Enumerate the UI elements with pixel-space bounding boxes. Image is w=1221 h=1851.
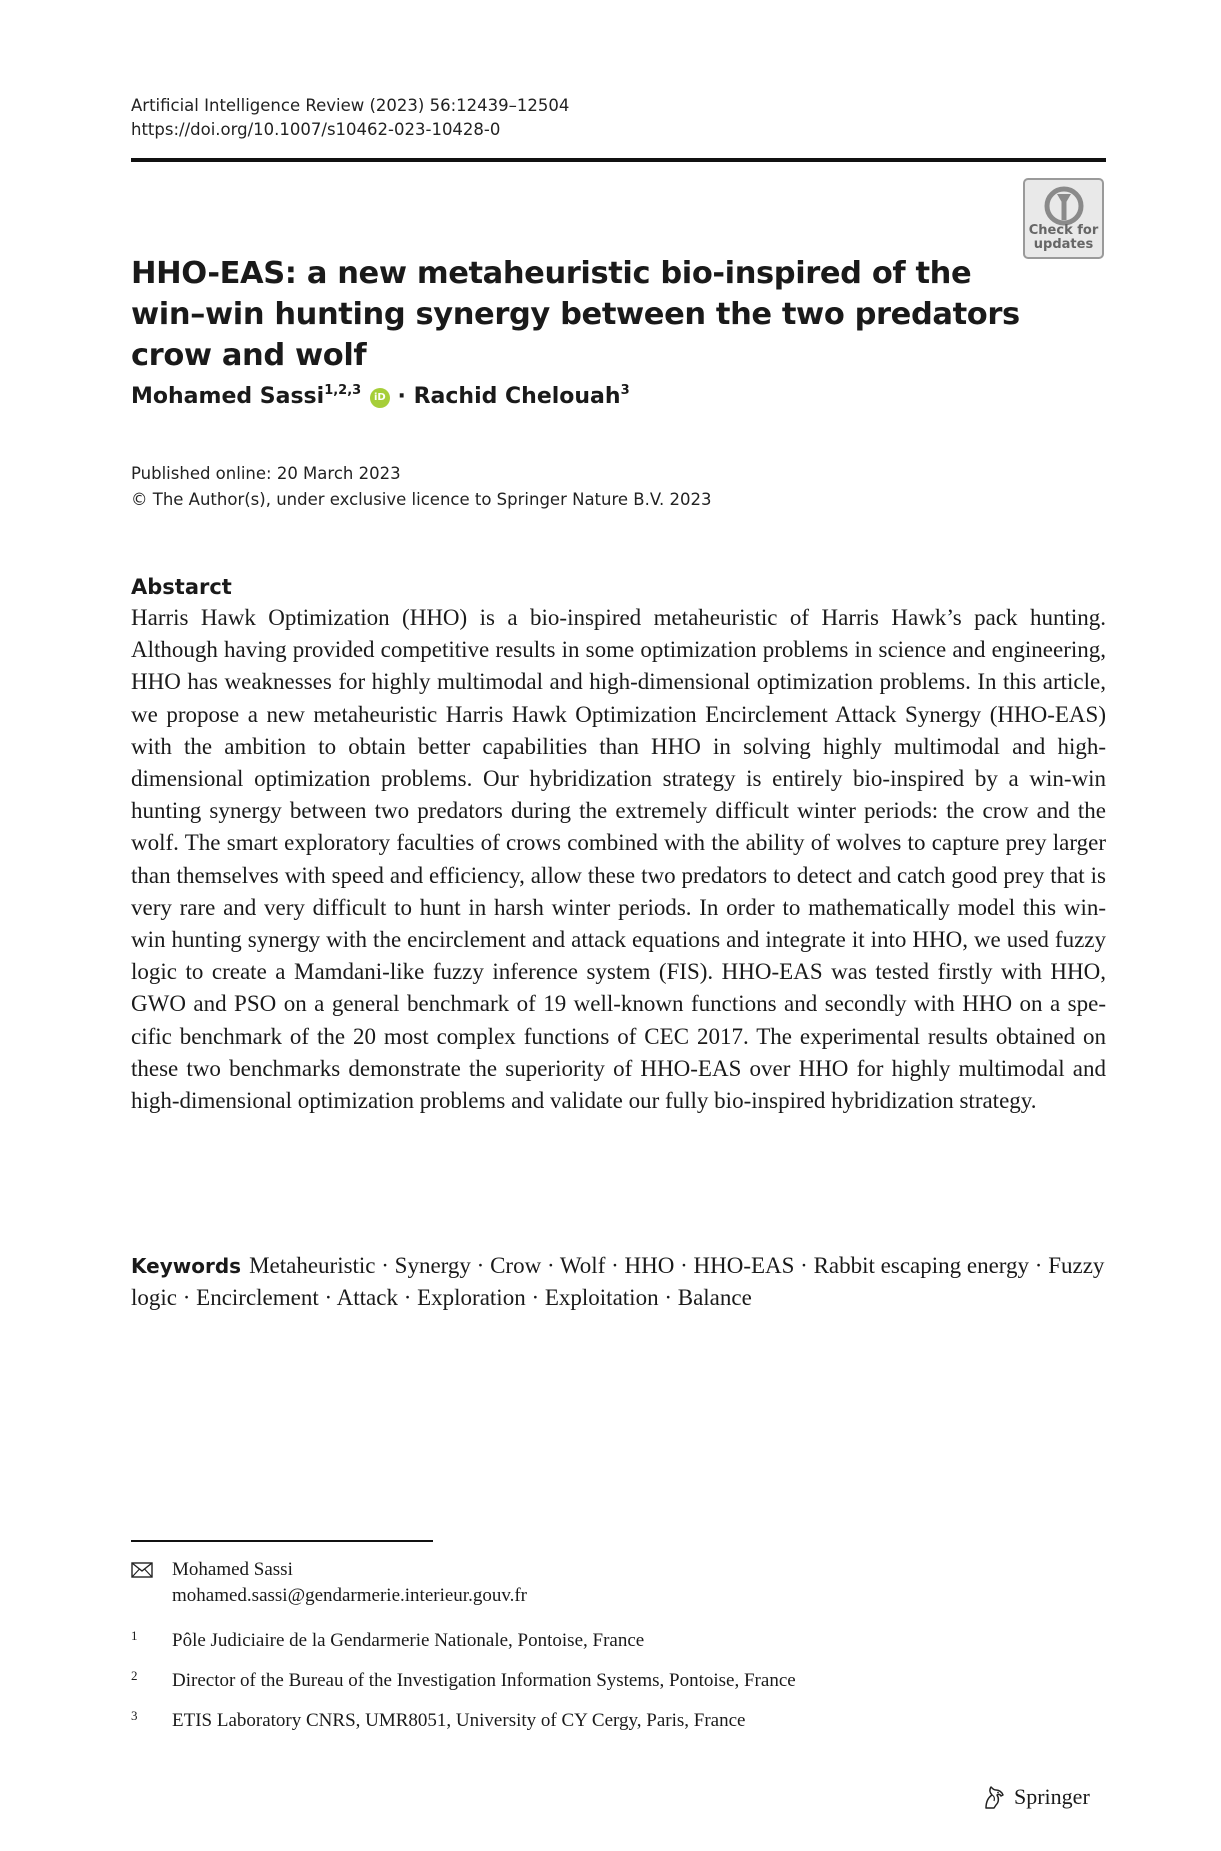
affiliation-number: 1	[131, 1628, 138, 1643]
abstract-heading: Abstarct	[131, 575, 232, 599]
orcid-icon[interactable]: iD	[370, 388, 390, 408]
journal-header	[131, 94, 569, 142]
copyright-notice: © The Author(s), under exclusive licence to Springer Nature B.V. 2023	[131, 490, 712, 509]
affiliation-number: 2	[131, 1668, 138, 1683]
check-for-updates-icon	[1044, 186, 1084, 226]
corresponding-email[interactable]: mohamed.sassi@gendarmerie.interieur.gouv.fr	[172, 1585, 527, 1606]
author-separator: ·	[397, 384, 406, 409]
affiliation-text: ETIS Laboratory CNRS, UMR8051, University of CY Cergy, Paris, France	[172, 1710, 746, 1731]
envelope-icon	[131, 1562, 153, 1578]
author-name[interactable]: Mohamed Sassi	[131, 384, 325, 409]
doi-link[interactable]: https://doi.org/10.1007/s10462-023-10428-0	[131, 120, 501, 139]
footnote-rule	[131, 1540, 433, 1542]
affiliation-text: Director of the Bureau of the Investigation Information Systems, Pontoise, France	[172, 1670, 796, 1691]
springer-horse-icon	[980, 1783, 1008, 1811]
author-list	[131, 382, 630, 412]
affiliation-text: Pôle Judiciaire de la Gendarmerie Nationale, Pontoise, France	[172, 1630, 645, 1651]
published-date: Published online: 20 March 2023	[131, 464, 401, 483]
affiliation-number: 3	[131, 1708, 138, 1723]
publisher-name: Springer	[1014, 1784, 1090, 1809]
author-name[interactable]: Rachid Chelouah	[413, 384, 621, 409]
author-affiliation-refs: 1,2,3	[324, 383, 362, 398]
badge-line-1: Check for	[1028, 223, 1099, 238]
header-rule	[131, 158, 1106, 162]
badge-line-2: updates	[1033, 237, 1094, 252]
abstract-text: Harris Hawk Optimization (HHO) is a bio-inspired metaheuristic of Harris Hawk’s pack hunting. Although having provided competitive results in some optimization problems in science and engineering, HHO has weaknesses for highly multimodal and high-dimensional optimization problems. In this article, we propose a new metaheuristic Harris Hawk Optimization Encirclement Attack Synergy (HHO-EAS) with the ambition to obtain better capabilities than HHO in solving highly multimodal and high-dimensional optimization problems. Our hybridization strategy is entirely bio-inspired by a win-win hunting synergy between two predators during the extremely difficult winter periods: the crow and the wolf. The smart exploratory faculties of crows combined with the ability of wolves to capture prey larger than themselves with speed and efficiency, allow these two predators to detect and catch good prey that is very rare and very difficult to hunt in harsh winter periods. In order to mathematically model this win-win hunting synergy with the encirclement and attack equations and integrate it into HHO, we used fuzzy logic to create a Mamdani-like fuzzy inference system (FIS). HHO-EAS was tested firstly with HHO, GWO and PSO on a general benchmark of 19 well-known functions and secondly with HHO on a specific benchmark of the 20 most complex functions of CEC 2017. The experimental results obtained on these two benchmarks demonstrate the superiority of HHO-EAS over HHO for highly multimodal and high-dimensional optimization problems and validate our fully bio-inspired hybridization strategy.	[131, 605, 1106, 1114]
corresponding-name: Mohamed Sassi	[172, 1559, 293, 1580]
journal-citation: Artificial Intelligence Review (2023) 56:12439–12504	[131, 96, 570, 115]
article-title: HHO-EAS: a new metaheuristic bio-inspired of the win–win hunting synergy between the two predators crow and wolf	[131, 256, 1020, 373]
keywords-label: Keywords	[131, 1254, 242, 1278]
check-for-updates-badge[interactable]	[1023, 178, 1104, 259]
keywords	[131, 1250, 1106, 1314]
author-affiliation-refs: 3	[620, 383, 630, 398]
publication-info	[131, 461, 712, 513]
keywords-list: Metaheuristic · Synergy · Crow · Wolf · HHO · HHO-EAS · Rabbit escaping energy · Fuzzy logic · Encirclement · Attack · Exploration · Exploitation · Balance	[131, 1253, 1105, 1310]
